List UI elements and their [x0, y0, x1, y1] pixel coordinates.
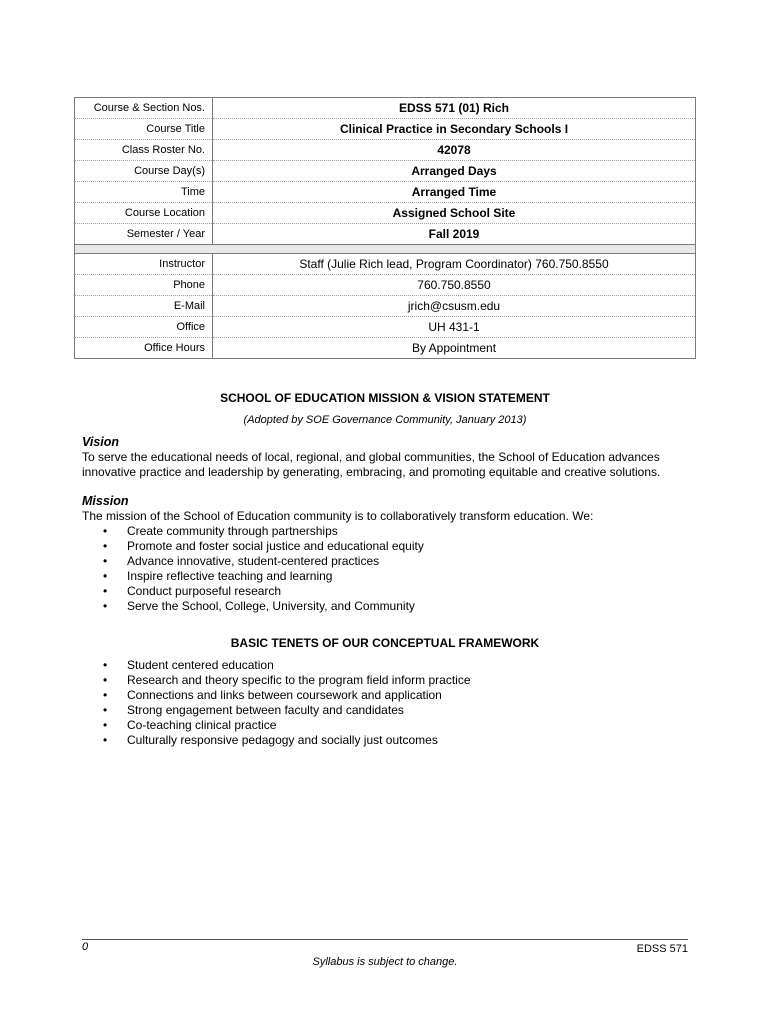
course-section-value: EDSS 571 (01) Rich [213, 98, 696, 119]
list-item: • Inspire reflective teaching and learning [100, 569, 424, 584]
course-days-value: Arranged Days [213, 161, 696, 182]
phone-value: 760.750.8550 [213, 275, 696, 296]
list-item: • Create community through partnerships [100, 524, 424, 539]
time-label: Time [75, 182, 213, 203]
email-label: E-Mail [75, 296, 213, 317]
office-hours-value: By Appointment [411, 341, 497, 355]
office-hours-label: Office Hours [75, 338, 213, 359]
vision-title: Vision [82, 435, 120, 449]
office-label: Office [75, 317, 213, 338]
list-item: • Culturally responsive pedagogy and socially just outcomes [100, 733, 471, 748]
list-item: • Student centered education [100, 658, 471, 673]
mission-text: The mission of the School of Education community is to collaboratively transform education. We: [82, 509, 594, 523]
instructor-label: Instructor [75, 254, 213, 275]
mission-list [100, 524, 424, 614]
table-row [75, 203, 696, 224]
table-row [75, 275, 696, 296]
course-title-value: Clinical Practice in Secondary Schools I [213, 119, 696, 140]
footer-course-code: EDSS 571 [636, 943, 688, 955]
list-item: • Conduct purposeful research [100, 584, 424, 599]
phone-label: Phone [75, 275, 213, 296]
class-roster-label: Class Roster No. [75, 140, 213, 161]
email-value: jrich@csusm.edu [213, 296, 696, 317]
table-row [75, 317, 696, 338]
office-value: UH 431-1 [213, 317, 696, 338]
course-title-label: Course Title [75, 119, 213, 140]
list-item: • Serve the School, College, University, and Community [100, 599, 424, 614]
table-row [75, 98, 696, 119]
course-section-label: Course & Section Nos. [75, 98, 213, 119]
page-number: 0 [82, 941, 89, 953]
list-item: • Co-teaching clinical practice [100, 718, 471, 733]
framework-heading: BASIC TENETS OF OUR CONCEPTUAL FRAMEWORK [230, 636, 540, 650]
framework-list [100, 658, 471, 748]
list-item: • Advance innovative, student-centered practices [100, 554, 424, 569]
instructor-value: Staff (Julie Rich lead, Program Coordinator) 760.750.8550 [213, 254, 696, 275]
list-item: • Promote and foster social justice and educational equity [100, 539, 424, 554]
mission-title: Mission [82, 494, 129, 508]
vision-text: To serve the educational needs of local, regional, and global communities, the School of Education advances innovative practice and leadership by generating, embracing, and promoting equitable and creative solutions. [82, 450, 661, 479]
table-row [75, 296, 696, 317]
footer-rule [82, 939, 688, 940]
footer-note: Syllabus is subject to change. [312, 956, 458, 968]
time-value: Arranged Time [213, 182, 696, 203]
semester-value: Fall 2019 [213, 224, 696, 245]
list-item: • Research and theory specific to the program field inform practice [100, 673, 471, 688]
adopted-note: (Adopted by SOE Governance Community, January 2013) [243, 414, 527, 426]
table-row [75, 119, 696, 140]
table-divider [75, 245, 696, 254]
table-row [75, 161, 696, 182]
course-days-label: Course Day(s) [75, 161, 213, 182]
course-location-value: Assigned School Site [213, 203, 696, 224]
course-info-table [74, 97, 696, 359]
class-roster-value: 42078 [213, 140, 696, 161]
table-row [75, 140, 696, 161]
table-row [75, 224, 696, 245]
table-row [75, 182, 696, 203]
list-item: • Connections and links between coursework and application [100, 688, 471, 703]
list-item: • Strong engagement between faculty and candidates [100, 703, 471, 718]
table-row [75, 254, 696, 275]
course-location-label: Course Location [75, 203, 213, 224]
semester-label: Semester / Year [75, 224, 213, 245]
table-row [75, 338, 696, 359]
divider-cell [75, 245, 696, 254]
mission-heading: SCHOOL OF EDUCATION MISSION & VISION STATEMENT [220, 391, 550, 405]
